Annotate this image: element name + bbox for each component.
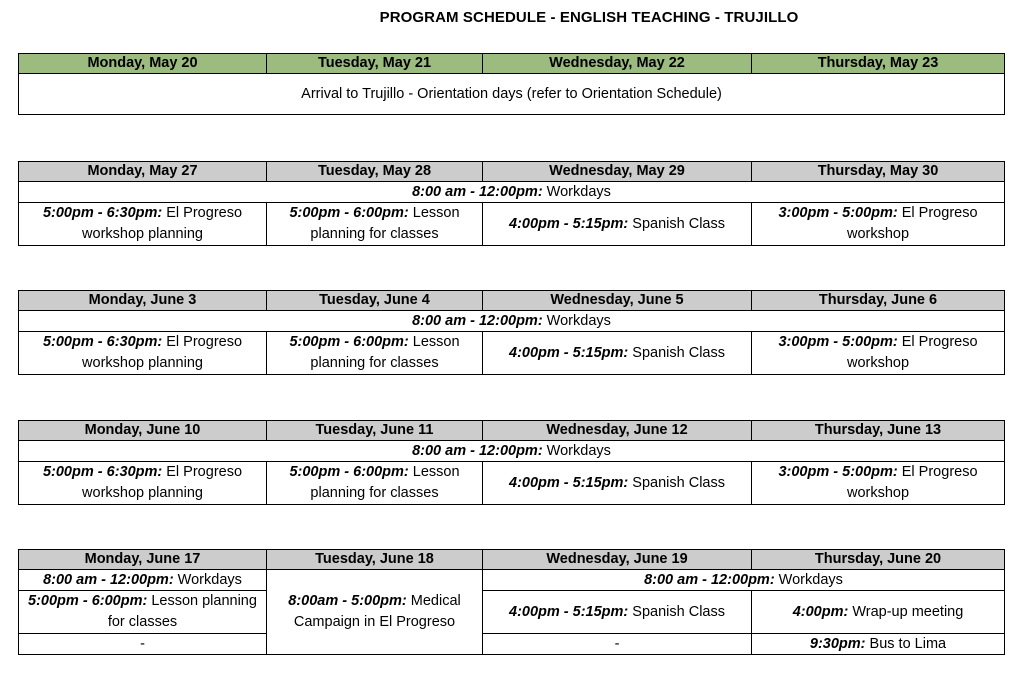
time-label: 3:00pm - 5:00pm:: [778, 205, 898, 221]
time-label: 9:30pm:: [809, 636, 866, 652]
schedule-week-4: [18, 420, 1005, 505]
event-cell: [19, 203, 267, 246]
activity-text: Wrap-up meeting: [848, 603, 964, 620]
week-3-header-row: [19, 291, 1005, 311]
day-header: Monday, May 27: [19, 162, 267, 182]
week-1-header-row: [19, 54, 1005, 74]
activity-text: Workdays: [774, 572, 843, 588]
time-label: 8:00 am - 12:00pm:: [412, 184, 543, 200]
event-cell: [483, 462, 752, 505]
time-label: 4:00pm:: [792, 603, 849, 620]
time-label: 4:00pm - 5:15pm:: [509, 215, 629, 232]
day-header: Tuesday, May 21: [267, 54, 483, 74]
day-header: Thursday, June 6: [752, 291, 1005, 311]
time-label: 4:00pm - 5:15pm:: [509, 603, 629, 620]
time-label: 5:00pm - 6:00pm:: [289, 205, 409, 221]
event-cell: [752, 203, 1005, 246]
workdays-cell: [483, 570, 1005, 591]
activity-text: Lesson planning for classes: [107, 593, 257, 630]
empty-cell: -: [483, 634, 752, 655]
day-header: Tuesday, June 18: [267, 550, 483, 570]
activity-text: El Progreso workshop planning: [82, 464, 243, 501]
activity-text: Spanish Class: [628, 603, 725, 620]
time-label: 5:00pm - 6:00pm:: [289, 464, 409, 480]
week-5-header-row: [19, 550, 1005, 570]
day-header: Monday, June 10: [19, 421, 267, 441]
time-label: 5:00pm - 6:30pm:: [42, 205, 163, 221]
time-label: 8:00 am - 12:00pm:: [43, 572, 174, 588]
day-header: Tuesday, May 28: [267, 162, 483, 182]
page-title: PROGRAM SCHEDULE - ENGLISH TEACHING - TRUJILLO: [379, 9, 799, 26]
week-4-header-row: [19, 421, 1005, 441]
event-cell: [267, 332, 483, 375]
schedule-week-5: [18, 549, 1005, 655]
event-cell: [267, 203, 483, 246]
day-header: Wednesday, June 5: [483, 291, 752, 311]
activity-text: El Progreso workshop planning: [82, 205, 243, 242]
activity-text: Workdays: [173, 572, 242, 588]
activity-text: Lesson planning for classes: [310, 205, 460, 242]
activity-text: Spanish Class: [628, 215, 725, 232]
workdays-cell: [19, 570, 267, 591]
day-header: Monday, June 17: [19, 550, 267, 570]
time-label: 5:00pm - 6:30pm:: [42, 464, 163, 480]
activity-text: Workdays: [542, 184, 611, 200]
day-header: Wednesday, May 29: [483, 162, 752, 182]
day-header: Thursday, May 30: [752, 162, 1005, 182]
activity-text: Workdays: [542, 443, 611, 459]
day-header: Tuesday, June 11: [267, 421, 483, 441]
schedule-week-1: [18, 53, 1005, 115]
week-2-header-row: [19, 162, 1005, 182]
event-cell: [752, 332, 1005, 375]
workdays-cell: [19, 311, 1005, 332]
time-label: 8:00 am - 12:00pm:: [412, 313, 543, 329]
schedule-week-2: [18, 161, 1005, 246]
time-label: 4:00pm - 5:15pm:: [509, 344, 629, 361]
day-header: Wednesday, June 19: [483, 550, 752, 570]
time-label: 5:00pm - 6:00pm:: [28, 593, 148, 609]
time-label: 3:00pm - 5:00pm:: [778, 334, 898, 350]
activity-text: El Progreso workshop: [846, 464, 978, 501]
time-label: 8:00 am - 12:00pm:: [412, 443, 543, 459]
time-label: 4:00pm - 5:15pm:: [509, 474, 629, 491]
time-label: 5:00pm - 6:00pm:: [289, 334, 409, 350]
event-cell: [267, 462, 483, 505]
day-header: Thursday, June 13: [752, 421, 1005, 441]
event-cell: [267, 570, 483, 655]
activity-text: El Progreso workshop: [846, 334, 978, 371]
event-cell: [19, 591, 267, 634]
time-label: 8:00 am - 12:00pm:: [644, 572, 775, 588]
activity-text: El Progreso workshop planning: [82, 334, 243, 371]
workdays-cell: [19, 441, 1005, 462]
event-cell: [752, 591, 1005, 634]
day-header: Thursday, May 23: [752, 54, 1005, 74]
time-label: 8:00am - 5:00pm:: [288, 593, 407, 609]
event-cell: [752, 462, 1005, 505]
activity-text: Bus to Lima: [865, 636, 947, 652]
workdays-cell: [19, 182, 1005, 203]
event-cell: [752, 634, 1005, 655]
event-cell: [483, 591, 752, 634]
empty-cell: -: [19, 634, 267, 655]
event-cell: [19, 332, 267, 375]
schedule-week-3: [18, 290, 1005, 375]
day-header: Tuesday, June 4: [267, 291, 483, 311]
activity-text: Spanish Class: [628, 474, 725, 491]
arrival-cell: Arrival to Trujillo - Orientation days (refer to Orientation Schedule): [19, 74, 1005, 115]
day-header: Wednesday, May 22: [483, 54, 752, 74]
activity-text: Spanish Class: [628, 344, 725, 361]
time-label: 3:00pm - 5:00pm:: [778, 464, 898, 480]
time-label: 5:00pm - 6:30pm:: [42, 334, 163, 350]
activity-text: Medical Campaign in El Progreso: [293, 593, 461, 630]
activity-text: El Progreso workshop: [846, 205, 978, 242]
activity-text: Lesson planning for classes: [310, 334, 460, 371]
day-header: Wednesday, June 12: [483, 421, 752, 441]
day-header: Monday, May 20: [19, 54, 267, 74]
event-cell: [483, 203, 752, 246]
day-header: Thursday, June 20: [752, 550, 1005, 570]
event-cell: [483, 332, 752, 375]
day-header: Monday, June 3: [19, 291, 267, 311]
activity-text: Workdays: [542, 313, 611, 329]
event-cell: [19, 462, 267, 505]
activity-text: Lesson planning for classes: [310, 464, 460, 501]
